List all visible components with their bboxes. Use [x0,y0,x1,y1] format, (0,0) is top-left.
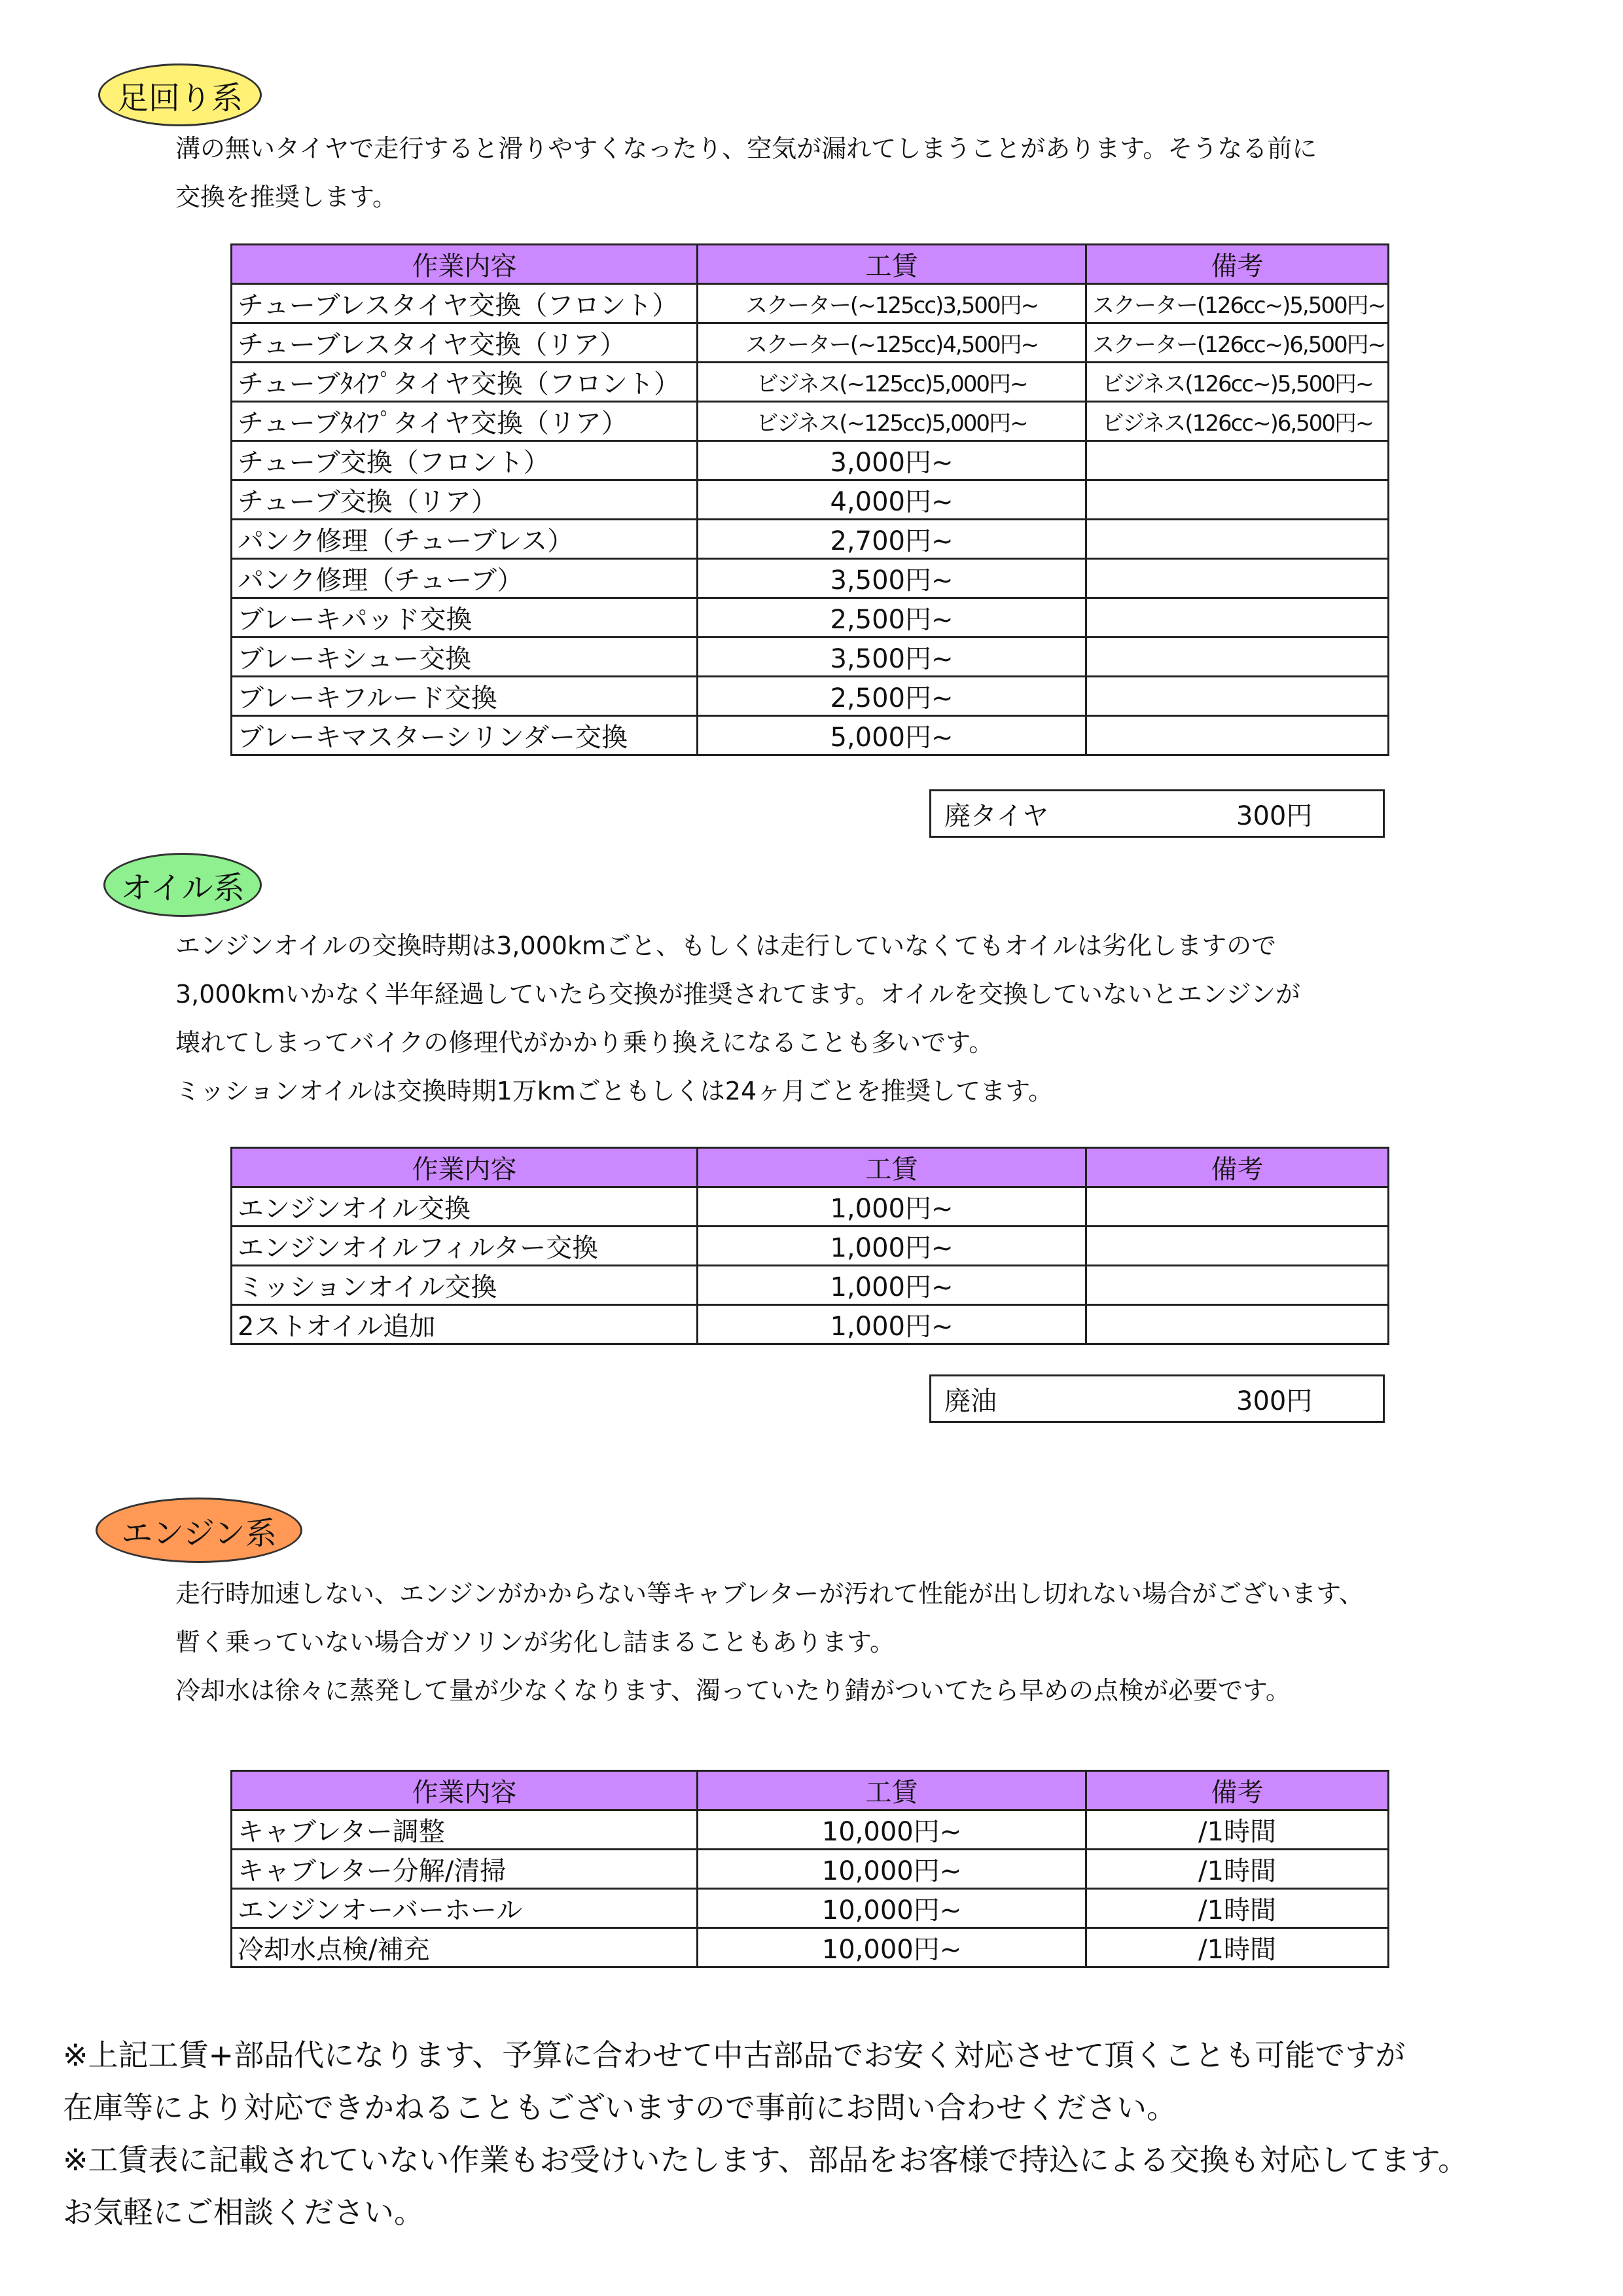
task-cell: ブレーキマスターシリンダー交換 [232,716,698,755]
table-row [232,1227,1389,1266]
fee-cell: 1,000円~ [698,1305,1086,1344]
remark-cell [1086,520,1389,559]
section-badge-legs [98,63,262,126]
table-row [232,323,1389,363]
table-row [232,402,1389,441]
remark-cell: /1時間 [1086,1810,1389,1850]
section-description [175,1570,1364,1715]
task-cell: チューブレスタイヤ交換（リア） [232,323,698,363]
task-cell: パンク修理（チューブレス） [232,520,698,559]
disposal-fee-box [929,1374,1385,1423]
description-line: ミッションオイルは交換時期1万kmごともしくは24ヶ月ごとを推奨してます。 [175,1077,1054,1105]
fee-cell: 2,500円~ [698,598,1086,637]
table-row [232,716,1389,755]
description-line: 溝の無いタイヤで走行すると滑りやすくなったり、空気が漏れてしまうことがあります。そうなる前に [175,134,1317,163]
section-title: エンジン系 [121,1515,277,1552]
remark-cell [1086,441,1389,480]
table-row [232,1850,1389,1889]
section-title: オイル系 [120,869,245,906]
description-line: 冷却水は徐々に蒸発して量が少なくなります、濁っていたり錆がついてたら早めの点検が必要です。 [175,1676,1291,1705]
disposal-fee-box [929,789,1385,838]
description-line: 交換を推奨します。 [175,183,397,211]
column-header: 工賃 [698,245,1086,284]
remark-cell [1086,598,1389,637]
remark-cell [1086,637,1389,677]
table-row [232,1266,1389,1305]
remark-cell: /1時間 [1086,1850,1389,1889]
remark-cell [1086,480,1389,520]
table-header-row [232,1148,1389,1187]
column-header: 備考 [1086,245,1389,284]
table-header-row [232,245,1389,284]
fee-cell: 1,000円~ [698,1187,1086,1227]
table-row [232,1889,1389,1928]
table-row [232,1187,1389,1227]
task-cell: ブレーキパッド交換 [232,598,698,637]
column-header: 工賃 [698,1148,1086,1187]
column-header: 備考 [1086,1771,1389,1810]
column-header: 工賃 [698,1771,1086,1810]
fee-cell: 10,000円~ [698,1850,1086,1889]
task-cell: エンジンオイル交換 [232,1187,698,1227]
table-row [232,1928,1389,1967]
table-row [232,598,1389,637]
table-row [232,520,1389,559]
table-row [232,363,1389,402]
fee-cell: ビジネス(~125cc)5,000円~ [698,363,1086,402]
task-cell: チューブレスタイヤ交換（フロント） [232,284,698,323]
remark-cell [1086,1227,1389,1266]
table-row [232,480,1389,520]
task-cell: キャブレター調整 [232,1810,698,1850]
remark-cell: ビジネス(126cc~)5,500円~ [1086,363,1389,402]
section-badge-engine [96,1498,302,1563]
fee-cell: 3,500円~ [698,637,1086,677]
section-title: 足回り系 [116,79,243,117]
task-cell: チューブ交換（リア） [232,480,698,520]
disposal-fee-label: 廃油 [944,1386,997,1416]
disposal-fee-label: 廃タイヤ [944,800,1049,831]
table-row [232,559,1389,598]
remark-cell [1086,1305,1389,1344]
task-cell: エンジンオイルフィルター交換 [232,1227,698,1266]
task-cell: チューブﾀｲﾌﾟタイヤ交換（リア） [232,402,698,441]
fee-cell: スクーター(~125cc)4,500円~ [698,323,1086,363]
task-cell: ブレーキフルード交換 [232,677,698,716]
table-row [232,1810,1389,1850]
remark-cell [1086,559,1389,598]
fee-cell: 10,000円~ [698,1810,1086,1850]
table-row [232,1305,1389,1344]
task-cell: パンク修理（チューブ） [232,559,698,598]
column-header: 作業内容 [232,1771,698,1810]
fee-cell: 10,000円~ [698,1928,1086,1967]
fee-cell: 5,000円~ [698,716,1086,755]
table-row [232,284,1389,323]
task-cell: チューブ交換（フロント） [232,441,698,480]
column-header: 作業内容 [232,1148,698,1187]
fee-cell: スクーター(~125cc)3,500円~ [698,284,1086,323]
fee-cell: 1,000円~ [698,1266,1086,1305]
disposal-fee-value: 300円 [1236,800,1313,831]
task-cell: 冷却水点検/補充 [232,1928,698,1967]
remark-cell [1086,1187,1389,1227]
task-cell: ブレーキシュー交換 [232,637,698,677]
price-table-legs [230,243,1389,756]
fee-cell: 2,700円~ [698,520,1086,559]
section-description [175,922,1300,1115]
disposal-fee-value: 300円 [1236,1386,1313,1416]
description-line: エンジンオイルの交換時期は3,000kmごと、もしくは走行していなくてもオイルは劣化しますので [175,931,1277,960]
note-line: ※工賃表に記載されていない作業もお受けいたします、部品をお客様で持込による交換も対応してます。 [63,2142,1469,2178]
footer-notes [63,2029,1468,2238]
table-header-row [232,1771,1389,1810]
fee-cell: 3,500円~ [698,559,1086,598]
description-line: 壊れてしまってバイクの修理代がかかり乗り換えになることも多いです。 [175,1028,994,1057]
note-line: お気軽にご相談ください。 [63,2195,424,2230]
note-line: ※上記工賃+部品代になります、予算に合わせて中古部品でお安く対応させて頂くことも可能ですが [63,2037,1406,2073]
remark-cell: スクーター(126cc~)5,500円~ [1086,284,1389,323]
task-cell: チューブﾀｲﾌﾟタイヤ交換（フロント） [232,363,698,402]
remark-cell [1086,1266,1389,1305]
note-line: 在庫等により対応できかねることもございますので事前にお問い合わせください。 [63,2090,1177,2125]
fee-cell: ビジネス(~125cc)5,000円~ [698,402,1086,441]
task-cell: 2ストオイル追加 [232,1305,698,1344]
section-description [175,124,1317,221]
fee-cell: 2,500円~ [698,677,1086,716]
remark-cell: /1時間 [1086,1889,1389,1928]
description-line: 3,000kmいかなく半年経過していたら交換が推奨されてます。オイルを交換していないとエンジンが [175,980,1300,1009]
table-row [232,637,1389,677]
remark-cell: ビジネス(126cc~)6,500円~ [1086,402,1389,441]
task-cell: キャブレター分解/清掃 [232,1850,698,1889]
fee-cell: 3,000円~ [698,441,1086,480]
price-table-oil [230,1147,1389,1345]
column-header: 作業内容 [232,245,698,284]
remark-cell [1086,716,1389,755]
fee-cell: 10,000円~ [698,1889,1086,1928]
section-badge-oil [103,853,262,917]
price-table-engine [230,1770,1389,1968]
description-line: 暫く乗っていない場合ガソリンが劣化し詰まることもあります。 [175,1628,895,1657]
task-cell: ミッションオイル交換 [232,1266,698,1305]
table-row [232,677,1389,716]
table-row [232,441,1389,480]
remark-cell [1086,677,1389,716]
remark-cell: /1時間 [1086,1928,1389,1967]
fee-cell: 1,000円~ [698,1227,1086,1266]
column-header: 備考 [1086,1148,1389,1187]
description-line: 走行時加速しない、エンジンがかからない等キャブレターが汚れて性能が出し切れない場合がございます、 [175,1579,1364,1608]
task-cell: エンジンオーバーホール [232,1889,698,1928]
fee-cell: 4,000円~ [698,480,1086,520]
remark-cell: スクーター(126cc~)6,500円~ [1086,323,1389,363]
